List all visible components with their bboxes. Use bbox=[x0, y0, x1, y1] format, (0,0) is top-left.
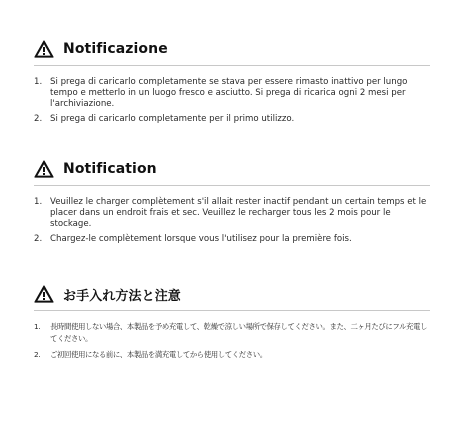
warning-triangle-icon bbox=[34, 285, 54, 303]
item-text: Veuillez le charger complètement s'il allait rester inactif pendant un certain temps et le placer dans un endroit frais et sec. Veuillez le recharger tous les 2 mois pour le stockage. bbox=[50, 197, 427, 229]
instruction-list bbox=[34, 321, 430, 361]
list-item bbox=[34, 77, 430, 110]
section-japanese bbox=[34, 283, 430, 361]
section-title: Notification bbox=[63, 161, 157, 177]
section-divider bbox=[34, 65, 430, 66]
list-item bbox=[34, 114, 430, 125]
item-text: ご初回使用になる前に、本製品を満充電してから使用してください。 bbox=[50, 350, 267, 359]
section-french bbox=[34, 158, 430, 245]
warning-triangle-icon bbox=[34, 40, 54, 58]
warning-triangle-icon bbox=[34, 160, 54, 178]
section-heading bbox=[34, 158, 430, 180]
section-title: お手入れ方法と注意 bbox=[63, 288, 181, 304]
item-number: 1. bbox=[34, 322, 41, 331]
item-number: 1. bbox=[34, 77, 43, 87]
item-text: Chargez-le complètement lorsque vous l'utilisez pour la première fois. bbox=[50, 234, 352, 244]
list-item bbox=[34, 321, 430, 345]
list-item bbox=[34, 234, 430, 245]
item-number: 2. bbox=[34, 114, 43, 124]
item-number: 2. bbox=[34, 350, 41, 359]
item-text: Si prega di caricarlo completamente se stava per essere rimasto inattivo per lungo tempo e metterlo in un luogo fresco e asciutto. Si prega di ricarica ogni 2 mesi per l'archiviazione. bbox=[50, 77, 408, 109]
section-heading bbox=[34, 283, 430, 305]
instruction-list bbox=[34, 77, 430, 125]
section-divider bbox=[34, 310, 430, 311]
section-title: Notificazione bbox=[63, 41, 168, 57]
list-item bbox=[34, 197, 430, 230]
section-divider bbox=[34, 185, 430, 186]
item-text: 長時間使用しない場合、本製品を予め充電して、乾燥で涼しい場所で保存してください。また、二ヶ月たびにフル充電してください。 bbox=[50, 322, 428, 343]
item-number: 2. bbox=[34, 234, 43, 244]
section-italian bbox=[34, 38, 430, 125]
item-text: Si prega di caricarlo completamente per il primo utilizzo. bbox=[50, 114, 295, 124]
instruction-list bbox=[34, 197, 430, 245]
list-item bbox=[34, 349, 430, 361]
item-number: 1. bbox=[34, 197, 43, 207]
section-heading bbox=[34, 38, 430, 60]
